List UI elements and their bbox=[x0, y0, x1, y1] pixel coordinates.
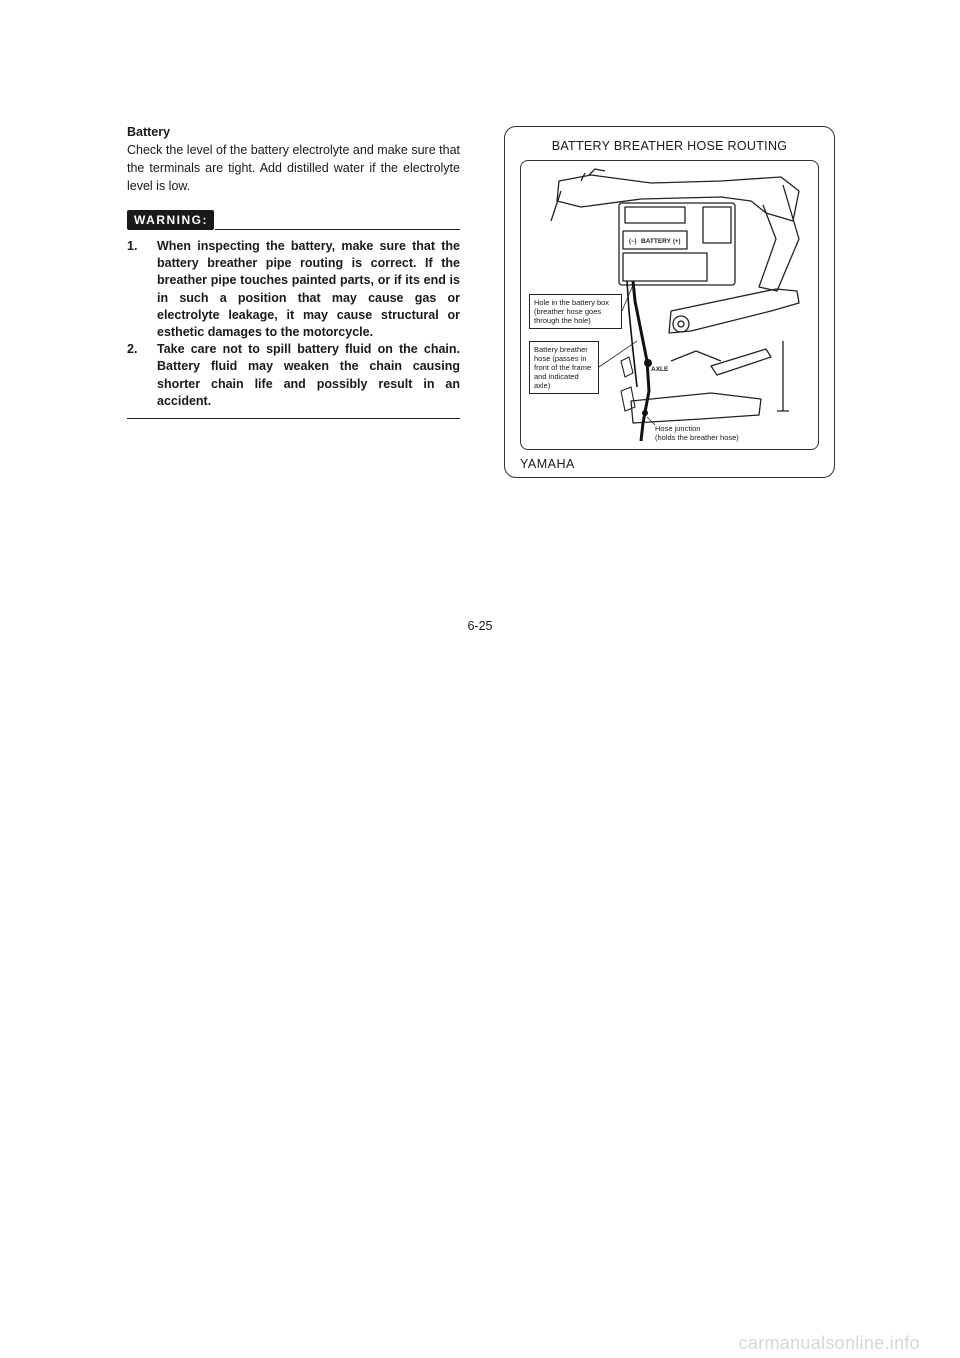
battery-box-lid bbox=[625, 207, 685, 223]
warning-item-number: 1. bbox=[127, 239, 138, 253]
warning-list bbox=[127, 238, 460, 410]
swingarm-pivot bbox=[673, 316, 689, 332]
warning-badge: WARNING: bbox=[127, 210, 214, 230]
battery-case-lower bbox=[623, 253, 707, 281]
frame-upper-rail bbox=[557, 175, 799, 221]
callout-battery-box-hole: Hole in the battery box (breather hose goes through the hole) bbox=[529, 294, 622, 329]
warning-end-rule bbox=[127, 418, 460, 419]
swingarm-pivot-bolt bbox=[678, 321, 684, 327]
page-number: 6-25 bbox=[467, 619, 493, 633]
figure-illustration-panel bbox=[520, 160, 819, 450]
warning-item-text: When inspecting the battery, make sure that the battery breather pipe routing is correct. If the breather pipe touches painted parts, or if its end is in such a position that may cause gas or electrolyte leakage, it may cause structural or esthetic damages to the motorcycle. bbox=[157, 239, 460, 340]
terminal-negative-label: (−) bbox=[629, 239, 637, 245]
warning-item-number: 2. bbox=[127, 342, 138, 357]
figure-title: BATTERY BREATHER HOSE ROUTING bbox=[551, 139, 788, 153]
hose-junction-marker bbox=[642, 410, 648, 416]
figure-frame bbox=[504, 126, 835, 478]
hose-junction-label bbox=[655, 424, 739, 442]
caliper-parts bbox=[621, 357, 635, 411]
relay-box bbox=[703, 207, 731, 243]
frame-lower bbox=[631, 393, 761, 423]
battery-label: BATTERY bbox=[641, 238, 671, 245]
watermark: carmanualsonline.info bbox=[738, 1333, 920, 1353]
warning-item-text: Take care not to spill battery fluid on the chain. Battery fluid may weaken the chain causing shorter chain life and possibly result in an accident. bbox=[157, 342, 460, 408]
terminal-positive-label: (+) bbox=[673, 239, 681, 245]
intro-paragraph: Check the level of the battery electrolyte and make sure that the terminals are tight. Add distilled water if the electrolyte level is low. bbox=[127, 143, 460, 193]
callout-breather-hose: Battery breather hose (passes in front of the frame and indicated axle) bbox=[529, 341, 599, 394]
text-column bbox=[127, 124, 460, 419]
frame-rear-subframe bbox=[759, 185, 799, 291]
leader-line-hose bbox=[599, 341, 637, 367]
hose-junction-note: (holds the breather hose) bbox=[655, 433, 739, 442]
warning-item bbox=[127, 238, 460, 341]
warning-item bbox=[127, 341, 460, 410]
stand bbox=[777, 341, 789, 411]
brand-label: YAMAHA bbox=[520, 457, 575, 471]
section-title: Battery bbox=[127, 125, 171, 139]
warning-header bbox=[127, 210, 460, 236]
linkage bbox=[671, 351, 721, 361]
shock-link bbox=[711, 349, 771, 375]
axle-label: AXLE bbox=[651, 366, 669, 373]
hose-junction-title: Hose junction bbox=[655, 424, 701, 433]
warning-rule bbox=[215, 229, 460, 230]
leader-line-junction bbox=[647, 417, 655, 425]
